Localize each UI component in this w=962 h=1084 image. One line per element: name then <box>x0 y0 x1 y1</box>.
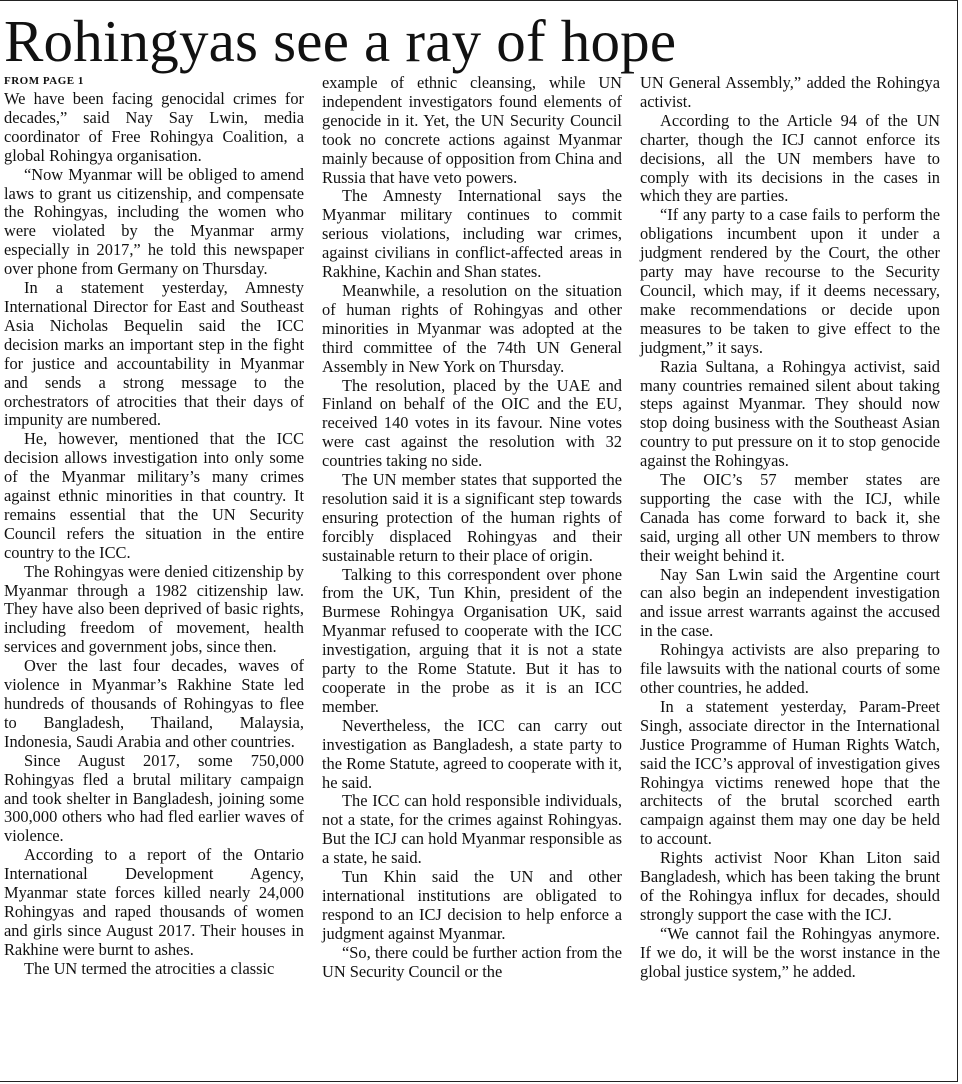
paragraph: Over the last four decades, waves of violence in Myanmar’s Rakhine State led hundreds of thousands of Rohingyas to flee to Bangladesh, Thailand, Malaysia, Indonesia, Saudi Arabia and other countries. <box>4 656 304 751</box>
paragraph: The OIC’s 57 member states are supporting the case with the ICJ, while Canada has come forward to back it, she said, urging all other UN members to throw their weight behind it. <box>640 470 940 565</box>
paragraph: Nevertheless, the ICC can carry out investigation as Bangladesh, a state party to the Rome Statute, agreed to cooperate with it, he said. <box>322 715 622 792</box>
paragraph: He, however, mentioned that the ICC decision allows investigation into only some of the Myanmar military’s many crimes against ethnic minorities in that country. It remains essential that the UN Security Council refers the situation in the entire country to the ICC. <box>4 429 304 562</box>
headline: Rohingyas see a ray of hope <box>4 8 677 74</box>
paragraph: According to a report of the Ontario International Development Agency, Myanmar state forces killed nearly 24,000 Rohingyas and raped thousands of women and girls since August 2017. Their houses in Rakhine were burnt to ashes. <box>4 845 304 959</box>
paragraph: The resolution, placed by the UAE and Finland on behalf of the OIC and the EU, received 140 votes in its favour. Nine votes were cast against the resolution with 32 countries taking no side. <box>322 375 622 471</box>
column-2 <box>322 74 622 982</box>
paragraph: example of ethnic cleansing, while UN independent investigators found elements of genocide in it. Yet, the UN Security Council took no concrete actions against Myanmar mainly because of opposition from China and Russia that have veto powers. <box>322 73 622 187</box>
paragraph: Tun Khin said the UN and other international institutions are obligated to respond to an ICJ decision to help enforce a judgment against Myanmar. <box>322 867 622 943</box>
paragraph: Since August 2017, some 750,000 Rohingyas fled a brutal military campaign and took shelter in Bangladesh, joining some 300,000 others who had fled earlier waves of violence. <box>4 750 304 846</box>
paragraph: “We cannot fail the Rohingyas anymore. If we do, it will be the worst instance in the global justice system,” he added. <box>640 923 940 981</box>
paragraph: “If any party to a case fails to perform the obligations incumbent upon it under a judgment rendered by the Court, the other party may have recourse to the Security Council, which may, if it deems necessary, make recommendations or decide upon measures to be taken to give effect to the judgment,” it says. <box>640 205 940 357</box>
paragraph: Meanwhile, a resolution on the situation of human rights of Rohingyas and other minorities in Myanmar was adopted at the third committee of the 74th UN General Assembly in New York on Thursday. <box>322 280 622 376</box>
paragraph: “So, there could be further action from the UN Security Council or the <box>322 942 622 981</box>
paragraph: UN General Assembly,” added the Rohingya activist. <box>640 73 940 111</box>
paragraph: Talking to this correspondent over phone from the UK, Tun Khin, president of the Burmese Rohingya Organisation UK, said Myanmar refused to cooperate with the ICC investigation, arguing that it is not a state party to the Rome Statute. But it has to cooperate in the probe as it is an ICC member. <box>322 564 622 716</box>
paragraph: Rights activist Noor Khan Liton said Bangladesh, which has been taking the brunt of the Rohingya influx for decades, should strongly support the case with the ICJ. <box>640 848 940 924</box>
paragraph: Razia Sultana, a Rohingya activist, said many countries remained silent about taking steps against Myanmar. They should now stop doing business with the Southeast Asian country to put pressure on it to stop genocide against the Rohingyas. <box>640 356 940 471</box>
paragraph: “Now Myanmar will be obliged to amend laws to grant us citizenship, and compensate the Rohingyas, including the women who were violated by the Myanmar army especially in 2017,” he told this newspaper over phone from Germany on Thursday. <box>4 164 304 279</box>
paragraph: Nay San Lwin said the Argentine court can also begin an independent investigation and issue arrest warrants against the accused in the case. <box>640 564 940 641</box>
paragraph: The UN member states that supported the resolution said it is a significant step towards ensuring protection of the human rights of forcibly displaced Rohingyas and their sustainable return to their place of origin. <box>322 470 622 565</box>
column-3 <box>640 74 940 982</box>
article-columns <box>4 74 940 982</box>
paragraph: In a statement yesterday, Amnesty International Director for East and Southeast Asia Nicholas Bequelin said the ICC decision marks an important step in the fight for justice and accountability in Myanmar and sends a strong message to the orchestrators of atrocities that their days of impunity are numbered. <box>4 278 304 430</box>
paragraph: In a statement yesterday, Param-Preet Singh, associate director in the International Justice Programme of Human Rights Watch, said the ICC’s approval of investigation gives Rohingya victims renewed hope that the architects of the brutal scorched earth campaign against them may one day be held to account. <box>640 696 940 849</box>
paragraph: We have been facing genocidal crimes for decades,” said Nay Say Lwin, media coordinator of Free Rohingya Coalition, a global Rohingya organisation. <box>4 89 304 165</box>
paragraph: The ICC can hold responsible individuals, not a state, for the crimes against Rohingyas. But the ICJ can hold Myanmar responsible as a state, he said. <box>322 791 622 868</box>
paragraph: The Rohingyas were denied citizenship by Myanmar through a 1982 citizenship law. They have also been deprived of basic rights, including freedom of movement, health services and government jobs, since then. <box>4 561 304 657</box>
column-1 <box>4 74 304 982</box>
paragraph: The Amnesty International says the Myanmar military continues to commit serious violations, including war crimes, against civilians in conflict-affected areas in Rakhine, Kachin and Shan states. <box>322 186 622 282</box>
continuation-label: FROM PAGE 1 <box>4 75 84 87</box>
paragraph: Rohingya activists are also preparing to file lawsuits with the national courts of some other countries, he added. <box>640 640 940 697</box>
paragraph: The UN termed the atrocities a classic <box>24 958 275 978</box>
paragraph: According to the Article 94 of the UN charter, though the ICJ cannot enforce its decisions, all the UN members have to comply with its decisions in the cases in which they are parties. <box>640 110 940 206</box>
